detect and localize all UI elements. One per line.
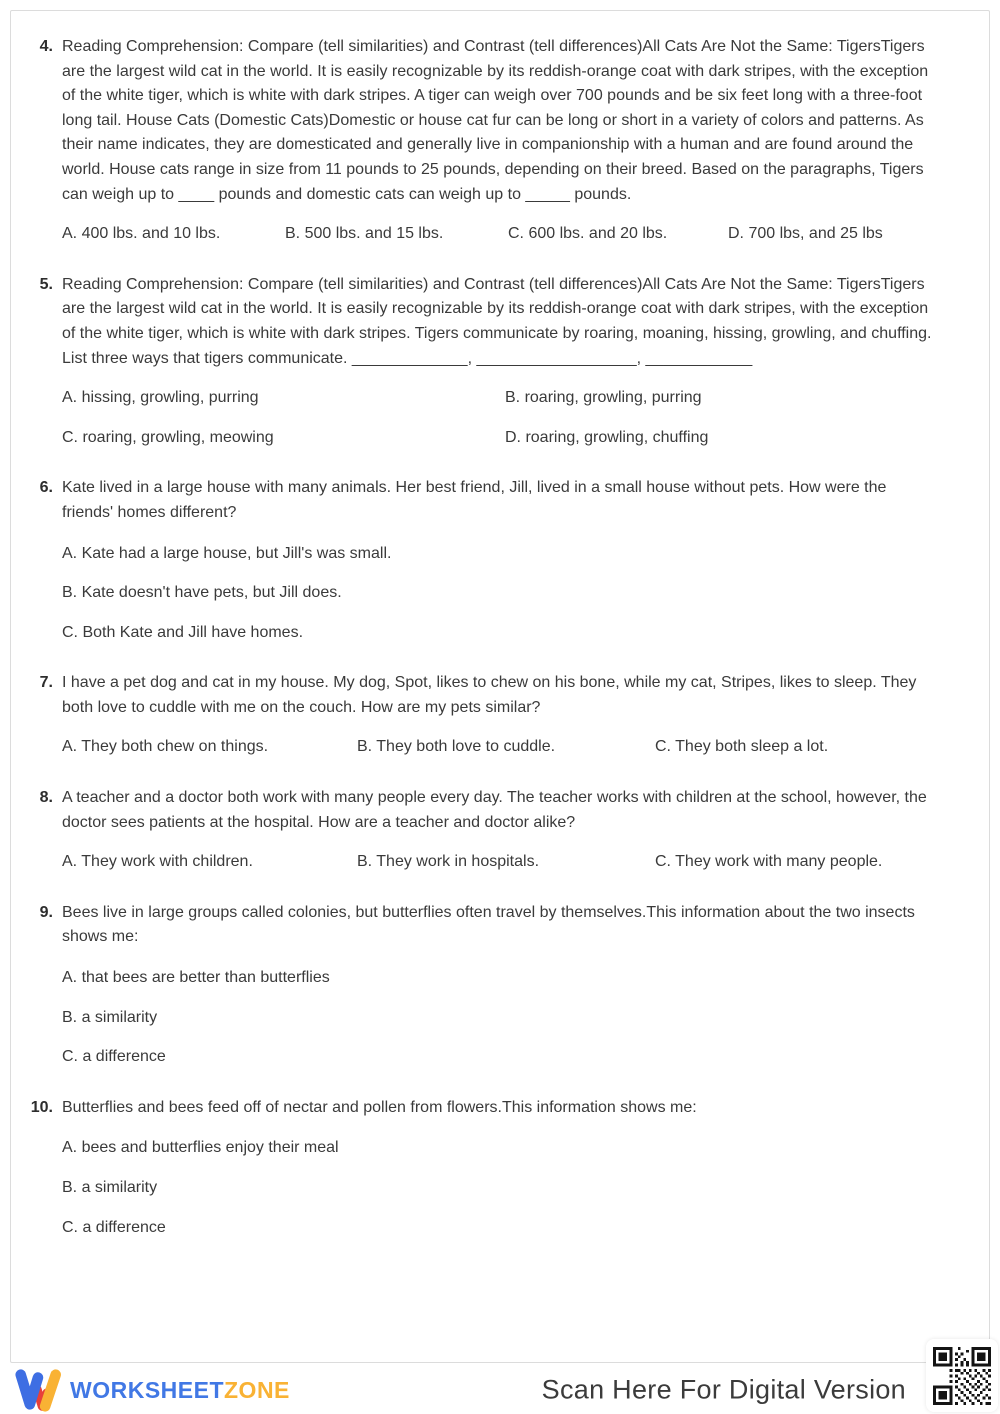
question-9 (11, 901, 989, 1070)
logo-word-worksheet: WORKSHEET (70, 1376, 224, 1403)
worksheetzone-w-icon (12, 1367, 62, 1413)
question-text: Reading Comprehension: Compare (tell similarities) and Contrast (tell differences)All Cats Are Not the Same: TigersTigers are the largest wild cat in the world. It is easily recognizable by its reddish-orange coat with dark stripes, with the exception of the white tiger, which is white with dark stripes. A tiger can weigh over 700 pounds and be six feet long with a three-foot long tail. House Cats (Domestic Cats)Domestic or house cat fur can be long or short in a variety of colors and patterns. As their name indicates, they are domesticated and generally live in companionship with a human and are found around the world. House cats range in size from 11 pounds to 25 pounds, depending on their breed. Based on the paragraphs, Tigers can weigh up to ____ pounds and domestic cats can weigh up to _____ pounds. (62, 38, 929, 203)
answer-options (62, 1136, 933, 1240)
answer-option-c: C. roaring, growling, meowing (62, 428, 274, 446)
question-number: 9. (39, 903, 53, 921)
answer-option-b: B. Kate doesn't have pets, but Jill does. (62, 584, 342, 602)
answer-option-a: A. They work with children. (62, 853, 253, 871)
question-10 (11, 1096, 989, 1240)
question-list (11, 11, 989, 1240)
answer-option-c: C. 600 lbs. and 20 lbs. (508, 225, 668, 243)
answer-option-a: A. Kate had a large house, but Jill's was small. (62, 544, 392, 562)
answer-option-a: A. hissing, growling, purring (62, 389, 259, 407)
question-number: 10. (30, 1098, 53, 1116)
answer-options (62, 850, 933, 875)
answer-option-d: D. 700 lbs, and 25 lbs (728, 225, 883, 243)
answer-option-d: D. roaring, growling, chuffing (505, 428, 709, 446)
answer-option-a: A. They both chew on things. (62, 738, 269, 756)
answer-options (62, 735, 933, 760)
answer-option-c: C. a difference (62, 1048, 166, 1066)
answer-option-a: A. 400 lbs. and 10 lbs. (62, 225, 221, 243)
answer-option-a: A. bees and butterflies enjoy their meal (62, 1139, 339, 1157)
question-number: 5. (39, 275, 53, 293)
answer-options (62, 386, 933, 450)
answer-option-b: B. 500 lbs. and 15 lbs. (285, 225, 444, 243)
worksheetzone-logo (12, 1367, 290, 1413)
question-text: A teacher and a doctor both work with many people every day. The teacher works with children at the school, however, the doctor sees patients at the hospital. How are a teacher and doctor alike? (62, 789, 927, 831)
question-5 (11, 273, 989, 451)
answer-option-c: C. They both sleep a lot. (655, 738, 829, 756)
question-text: Bees live in large groups called colonies, but butterflies often travel by themselves.This information about the two insects shows me: (62, 903, 915, 946)
question-4 (11, 35, 989, 247)
answer-options (62, 542, 933, 646)
answer-option-c: C. Both Kate and Jill have homes. (62, 623, 304, 641)
logo-word-zone: ZONE (224, 1376, 290, 1403)
logo-wordmark (70, 1377, 290, 1404)
answer-options (62, 966, 933, 1070)
question-text: Reading Comprehension: Compare (tell similarities) and Contrast (tell differences)All Cats Are Not the Same: TigersTigers are the largest wild cat in the world. It is easily recognizable by its reddish-orange coat with dark stripes, with the exception of the white tiger, which is white with dark stripes. Tigers communicate by roaring, moaning, hissing, growling, and chuffing. List three ways that tigers communicate. _____________, __________________, ____________ (62, 275, 932, 367)
answer-option-c: C. a difference (62, 1218, 166, 1236)
answer-option-b: B. They both love to cuddle. (357, 738, 556, 756)
answer-option-c: C. They work with many people. (655, 853, 883, 871)
worksheet-border-box (10, 10, 990, 1363)
question-number: 8. (39, 789, 53, 807)
footer (12, 1366, 988, 1414)
answer-option-b: B. roaring, growling, purring (505, 389, 702, 407)
question-text: Kate lived in a large house with many animals. Her best friend, Jill, lived in a small house without pets. How were the friends' homes different? (62, 479, 887, 521)
question-7 (11, 671, 989, 760)
answer-option-b: B. They work in hospitals. (357, 853, 540, 871)
answer-option-b: B. a similarity (62, 1179, 158, 1196)
question-number: 7. (39, 674, 53, 692)
answer-option-b: B. a similarity (62, 1008, 158, 1026)
question-6 (11, 476, 989, 645)
question-text: Butterflies and bees feed off of nectar and pollen from flowers.This information shows me: (62, 1098, 697, 1116)
answer-options (62, 222, 933, 247)
qr-code (926, 1339, 998, 1412)
scan-here-text: Scan Here For Digital Version (541, 1374, 906, 1405)
question-number: 4. (39, 38, 53, 55)
question-number: 6. (39, 479, 53, 497)
question-8 (11, 786, 989, 875)
answer-option-a: A. that bees are better than butterflies (62, 969, 330, 987)
question-text: I have a pet dog and cat in my house. My dog, Spot, likes to chew on his bone, while my cat, Stripes, likes to sleep. They both love to cuddle with me on the couch. How are my pets similar? (62, 674, 917, 716)
